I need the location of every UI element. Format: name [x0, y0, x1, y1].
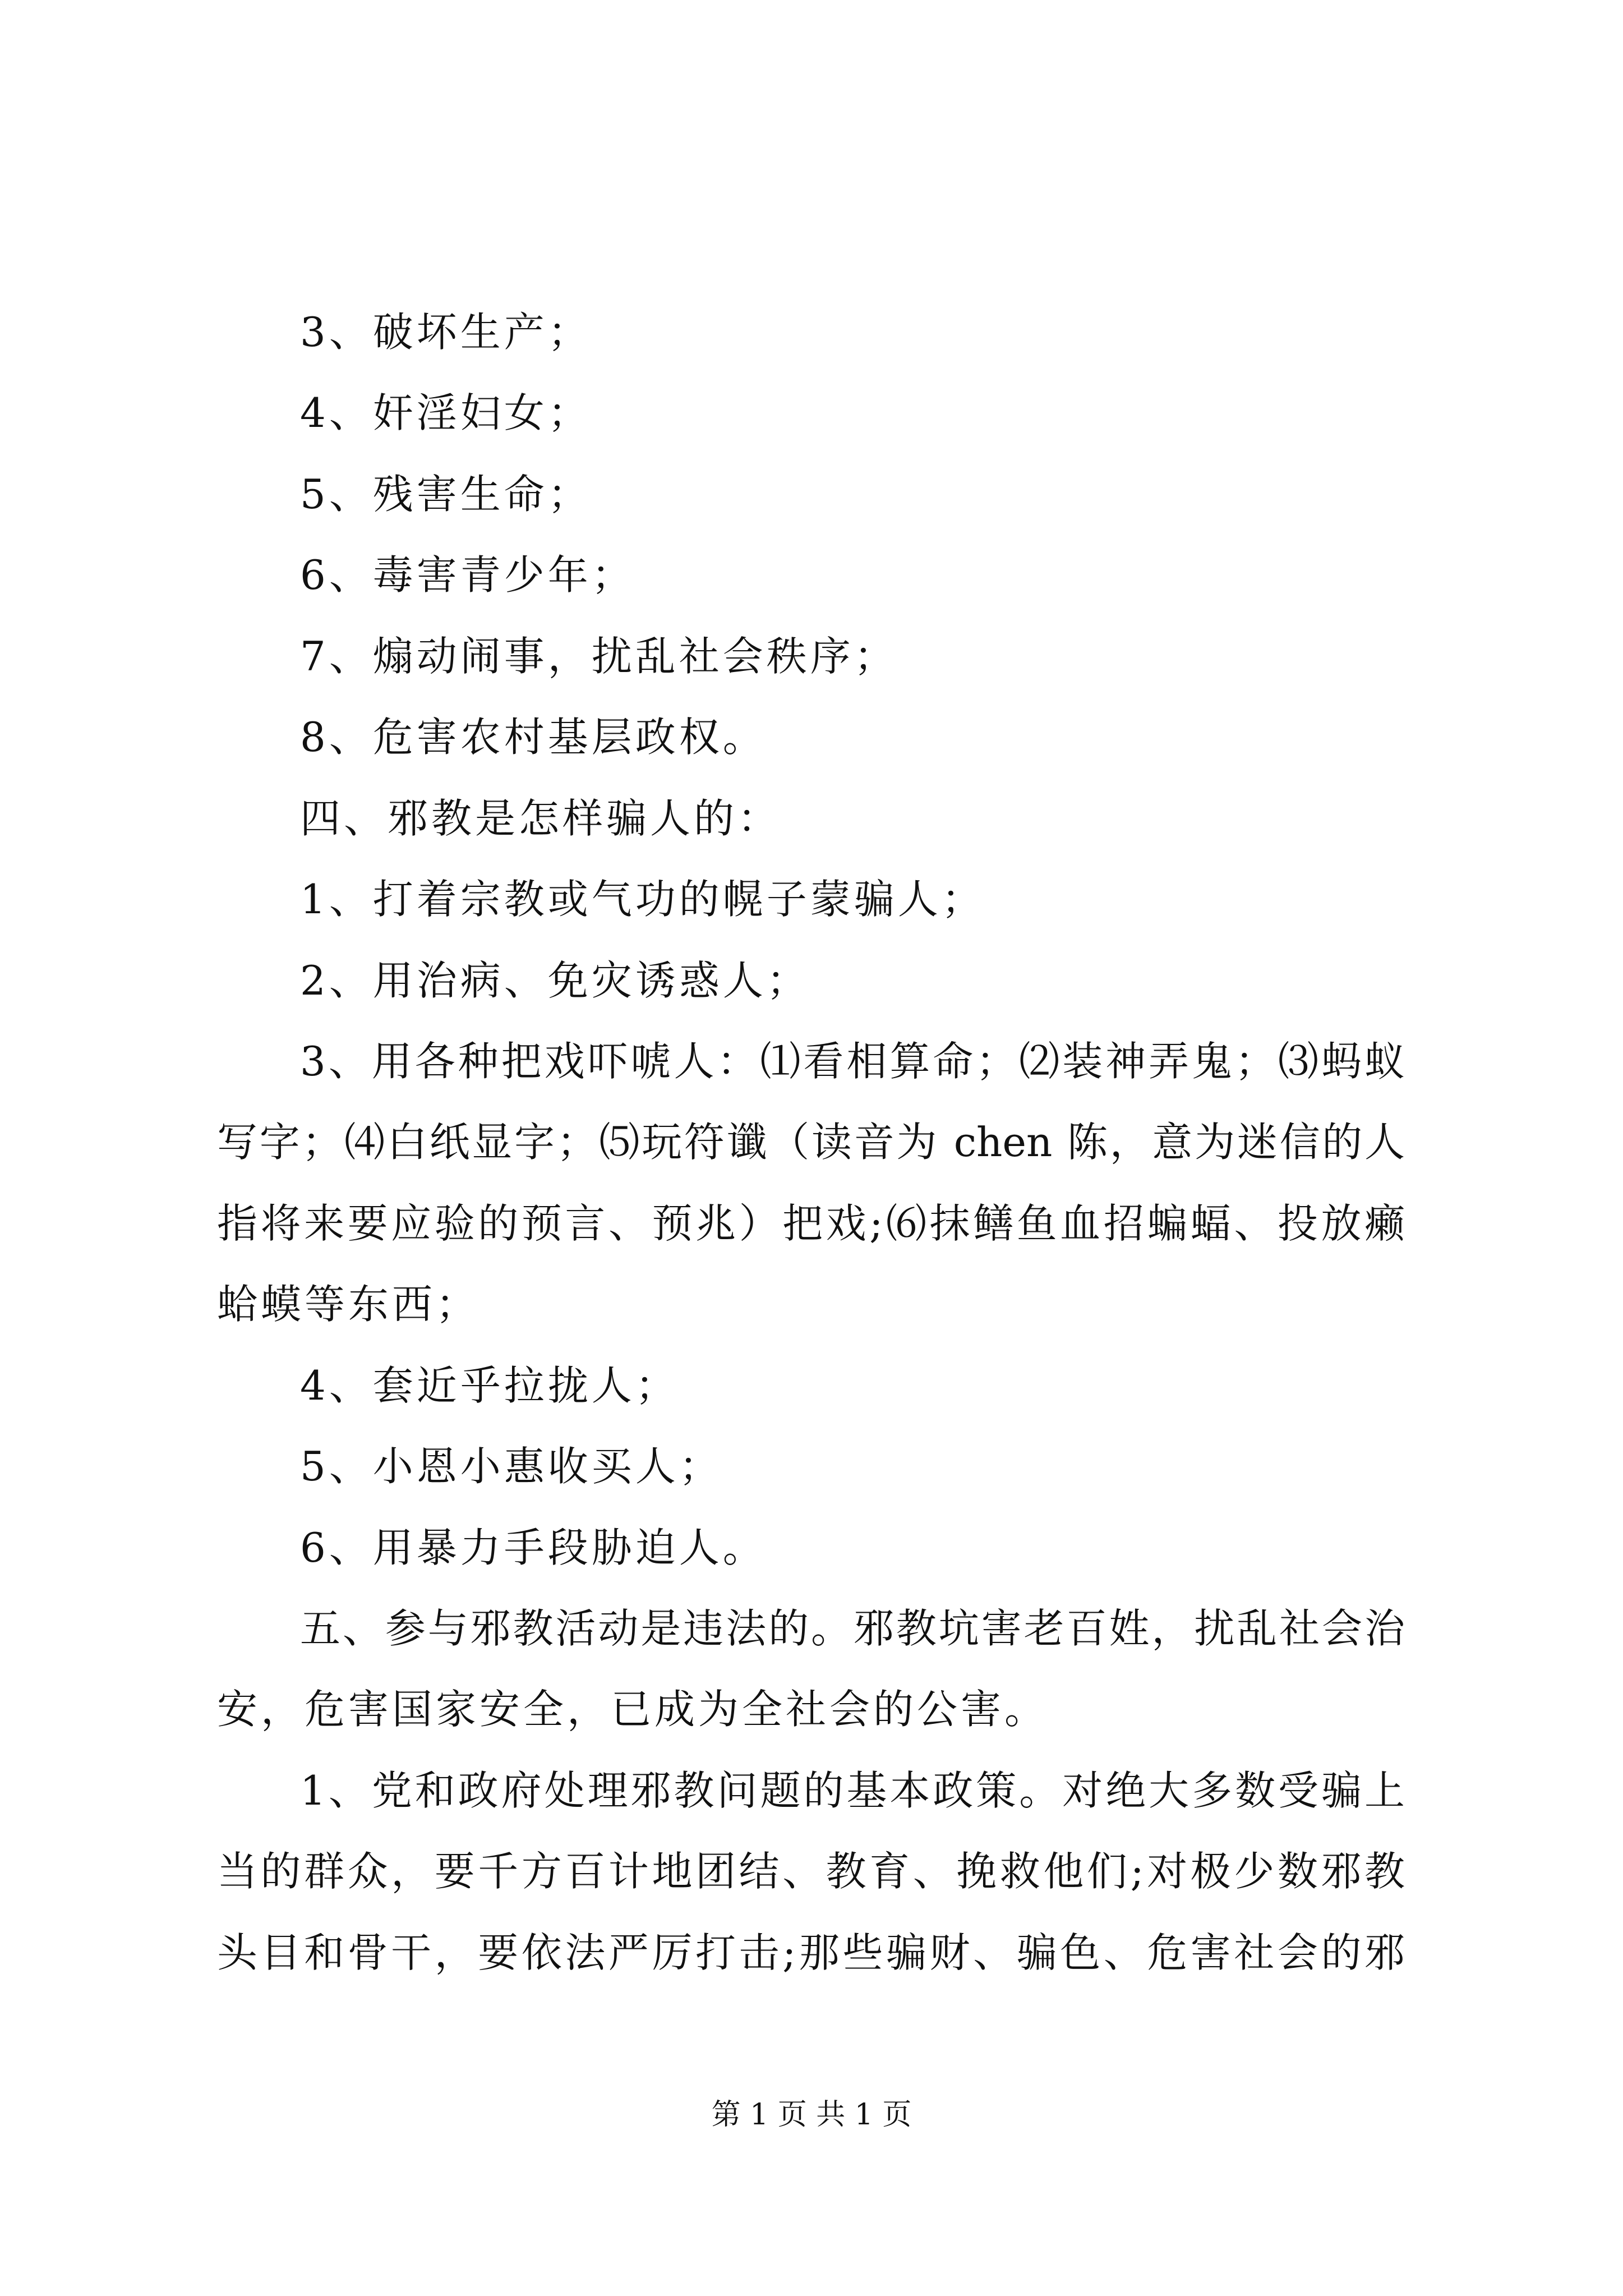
text-line: 1、党和政府处理邪教问题的基本政策。对绝大多数受骗上 — [300, 1766, 1405, 1814]
text-line: 5、残害生命； — [300, 470, 592, 518]
text-line: 4、套近乎拉拢人； — [300, 1361, 679, 1409]
text-line: 四、邪教是怎样骗人的： — [300, 794, 782, 842]
section-heading — [217, 1588, 1405, 1750]
paragraph — [217, 1750, 1405, 1993]
text-line: 安，危害国家安全，已成为全社会的公害。 — [217, 1686, 1049, 1733]
text-line: 6、用暴力手段胁迫人。 — [300, 1524, 767, 1571]
paragraph — [217, 859, 1405, 940]
paragraph — [217, 535, 1405, 615]
text-line: 2、用治病、免灾诱惑人； — [300, 956, 810, 1004]
paragraph — [217, 1507, 1405, 1588]
text-line: 7、煽动闹事，扰乱社会秩序； — [300, 632, 898, 680]
paragraph — [217, 697, 1405, 777]
text-line: 头目和骨干，要依法严厉打击;那些骗财、骗色、危害社会的邪 — [217, 1929, 1405, 1976]
paragraph — [217, 292, 1405, 372]
text-line: 6、毒害青少年； — [300, 551, 635, 599]
paragraph — [217, 1426, 1405, 1507]
text-line: 指将来要应验的预言、预兆）把戏;⑹抹鳝鱼血招蝙蝠、投放癞 — [217, 1199, 1405, 1247]
paragraph — [217, 454, 1405, 535]
text-line: 8、危害农村基层政权。 — [300, 714, 767, 761]
paragraph — [217, 940, 1405, 1021]
paragraph — [217, 616, 1405, 697]
text-line: 4、奸淫妇女； — [300, 389, 592, 437]
section-heading — [217, 778, 1405, 859]
text-line: 写字；⑷白纸显字；⑸玩符谶（读音为 chen 陈，意为迷信的人 — [217, 1119, 1405, 1166]
text-line: 3、破坏生产； — [300, 309, 592, 356]
paragraph — [217, 1021, 1405, 1345]
paragraph — [217, 372, 1405, 453]
paragraph — [217, 1345, 1405, 1426]
page-footer: 第 1 页 共 1 页 — [711, 2098, 912, 2132]
text-line: 1、打着宗教或气功的幌子蒙骗人； — [300, 876, 985, 923]
text-line: 3、用各种把戏吓唬人：⑴看相算命；⑵装神弄鬼；⑶蚂蚁 — [300, 1037, 1405, 1085]
text-line: 当的群众，要千方百计地团结、教育、挽救他们;对极少数邪教 — [217, 1848, 1405, 1895]
text-line: 5、小恩小惠收买人； — [300, 1443, 723, 1490]
body-text — [217, 292, 1405, 1993]
text-line: 蛤蟆等东西； — [217, 1281, 480, 1328]
text-line: 五、参与邪教活动是违法的。邪教坑害老百姓，扰乱社会治 — [300, 1605, 1405, 1652]
